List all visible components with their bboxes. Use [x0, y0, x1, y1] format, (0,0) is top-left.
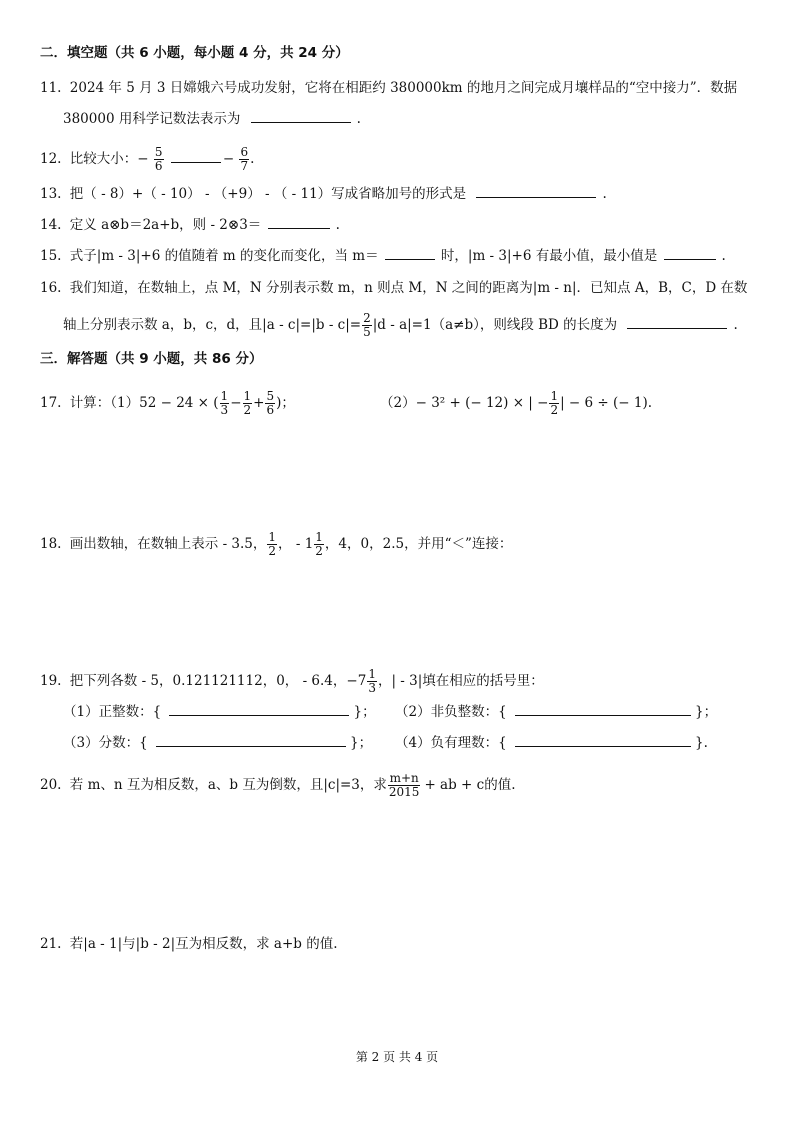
brace-close: }；	[353, 704, 376, 720]
section-2-heading: 二．填空题（共 6 小题，每小题 4 分，共 24 分）	[40, 45, 349, 61]
question-17-expr-end: )；	[276, 395, 295, 411]
question-11-line1: 2024 年 5 月 3 日嫦娥六号成功发射，它将在相距约 380000km 的地月之间完成月壤样品的“空中接力”．数据	[69, 80, 738, 96]
question-18	[40, 531, 512, 558]
numerator: 5	[266, 389, 275, 403]
question-16-line1: 我们知道，在数轴上，点 M，N 分别表示数 m，n 则点 M，N 之间的距离为|m - n|．已知点 A，B，C，D 在数	[69, 280, 748, 296]
brace-close: }；	[349, 735, 373, 751]
fraction-m-plus-n-over-2015	[388, 772, 421, 799]
fraction-1-2	[549, 390, 559, 417]
denominator: 2	[550, 403, 559, 417]
denominator: 2	[243, 403, 252, 417]
minus-sign: −	[222, 151, 235, 167]
question-number: 18.	[40, 536, 62, 552]
category-label: （1）正整数：{	[63, 704, 162, 720]
denominator: 2	[315, 544, 323, 558]
question-16-text-b: |d - a|=1（a≠b），则线段 BD 的长度为	[372, 317, 618, 333]
question-20	[40, 772, 516, 799]
question-21-text: 若|a - 1|与|b - 2|互为相反数，求 a+b 的值.	[69, 936, 338, 952]
question-number: 13.	[40, 186, 62, 202]
fraction-5-6	[265, 390, 275, 417]
question-16-text-a: 轴上分别表示数 a，b，c，d，且|a - c|=|b - c|=	[63, 317, 362, 333]
denominator: 2	[268, 544, 277, 558]
answer-blank[interactable]	[156, 734, 346, 747]
question-11	[40, 79, 737, 97]
question-number: 16.	[40, 280, 62, 296]
category-label: （2）非负整数：{	[395, 704, 507, 720]
question-18-text2: ， - 1	[278, 536, 314, 552]
question-number: 11.	[40, 80, 62, 96]
question-11-text: 380000 用科学记数法表示为	[63, 111, 241, 127]
question-15-text1: 式子|m - 3|+6 的值随着 m 的变化而变化，当 m＝	[69, 248, 379, 264]
fraction-1-2	[314, 531, 324, 558]
numerator: 6	[240, 145, 249, 159]
question-11-line2	[63, 110, 361, 128]
category-positive-integers	[63, 703, 376, 721]
fraction-1-3	[367, 668, 377, 695]
question-number: 17.	[40, 395, 62, 411]
section-3-heading: 三．解答题（共 9 小题，共 86 分）	[40, 351, 263, 367]
question-number: 21.	[40, 936, 62, 952]
answer-blank[interactable]	[515, 734, 691, 747]
category-negative-rationals	[395, 734, 708, 752]
denominator: 5	[363, 325, 371, 339]
punct: .	[721, 248, 726, 264]
denominator: 6	[154, 159, 163, 173]
numerator: m+n	[389, 771, 419, 785]
question-12	[40, 146, 254, 173]
answer-blank-min[interactable]	[664, 247, 716, 260]
denominator: 2015	[388, 785, 420, 799]
denominator: 3	[368, 681, 376, 695]
brace-close: }；	[694, 704, 718, 720]
question-13	[40, 185, 607, 203]
question-number: 14.	[40, 217, 62, 233]
answer-blank[interactable]	[476, 185, 596, 198]
answer-blank[interactable]	[268, 216, 330, 229]
page-footer: 第 2 页 共 4 页	[355, 1050, 439, 1064]
question-17-expr2-start: （2）− 3² + (− 12) × | −	[380, 395, 549, 411]
denominator: 7	[240, 159, 249, 173]
question-20-text2: + ab + c的值.	[424, 777, 516, 793]
answer-blank[interactable]	[627, 316, 727, 329]
question-17-part2	[380, 390, 652, 417]
question-15-text2: 时，|m - 3|+6 有最小值，最小值是	[440, 248, 658, 264]
category-label: （4）负有理数：{	[395, 735, 507, 751]
question-19-text1: 把下列各数 - 5，0.121121112，0， - 6.4，−7	[69, 673, 367, 689]
question-17-expr-start: 计算：（1）52 − 24 × (	[69, 395, 219, 411]
punct: .	[356, 111, 361, 127]
answer-blank[interactable]	[515, 703, 691, 716]
category-fractions	[63, 734, 372, 752]
numerator: 1	[268, 530, 277, 544]
numerator: 1	[315, 530, 323, 544]
answer-blank[interactable]	[169, 703, 349, 716]
operator: +	[253, 395, 265, 411]
question-13-text: 把（ - 8）+（ - 10） - （+9） - （ - 11）写成省略加号的形式是	[69, 186, 467, 202]
question-number: 20.	[40, 777, 62, 793]
answer-blank-m[interactable]	[385, 247, 435, 260]
question-17-part1	[40, 390, 295, 417]
question-19	[40, 668, 544, 695]
question-18-text3: ，4，0，2.5，并用“＜”连接：	[324, 536, 513, 552]
question-number: 12.	[40, 151, 62, 167]
question-21	[40, 935, 338, 953]
brace-close: }.	[694, 735, 708, 751]
question-17-expr2-end: | − 6 ÷ (− 1).	[560, 395, 653, 411]
fraction-1-2	[243, 390, 253, 417]
numerator: 1	[550, 389, 559, 403]
numerator: 1	[368, 667, 376, 681]
operator: −	[230, 395, 242, 411]
fraction-1-2	[267, 531, 277, 558]
numerator: 1	[220, 389, 229, 403]
question-14-text: 定义 a⊗b＝2a+b，则 - 2⊗3＝	[69, 217, 262, 233]
numerator: 5	[154, 145, 163, 159]
denominator: 3	[220, 403, 229, 417]
question-18-text1: 画出数轴，在数轴上表示 - 3.5，	[69, 536, 267, 552]
answer-blank[interactable]	[171, 150, 221, 163]
numerator: 1	[243, 389, 252, 403]
punct: .	[602, 186, 607, 202]
answer-blank[interactable]	[251, 110, 351, 123]
minus-sign: −	[137, 151, 149, 167]
numerator: 2	[363, 311, 371, 325]
fraction-1-3	[220, 390, 230, 417]
question-12-text: 比较大小：	[69, 151, 138, 167]
punct: .	[733, 317, 738, 333]
fraction-6-7	[239, 146, 249, 173]
category-label: （3）分数：{	[63, 735, 148, 751]
question-number: 15.	[40, 248, 62, 264]
fraction-5-6	[154, 146, 164, 173]
punct: .	[250, 151, 255, 167]
question-15	[40, 247, 726, 265]
punct: .	[335, 217, 340, 233]
question-16-line2	[63, 312, 738, 339]
denominator: 6	[266, 403, 275, 417]
question-20-text1: 若 m、n 互为相反数，a、b 互为倒数，且|c|=3，求	[69, 777, 387, 793]
question-16	[40, 279, 747, 297]
category-non-negative-integers	[395, 703, 717, 721]
fraction-2-5	[362, 312, 372, 339]
question-14	[40, 216, 340, 234]
question-number: 19.	[40, 673, 62, 689]
question-19-text2: ，| - 3|填在相应的括号里：	[377, 673, 544, 689]
